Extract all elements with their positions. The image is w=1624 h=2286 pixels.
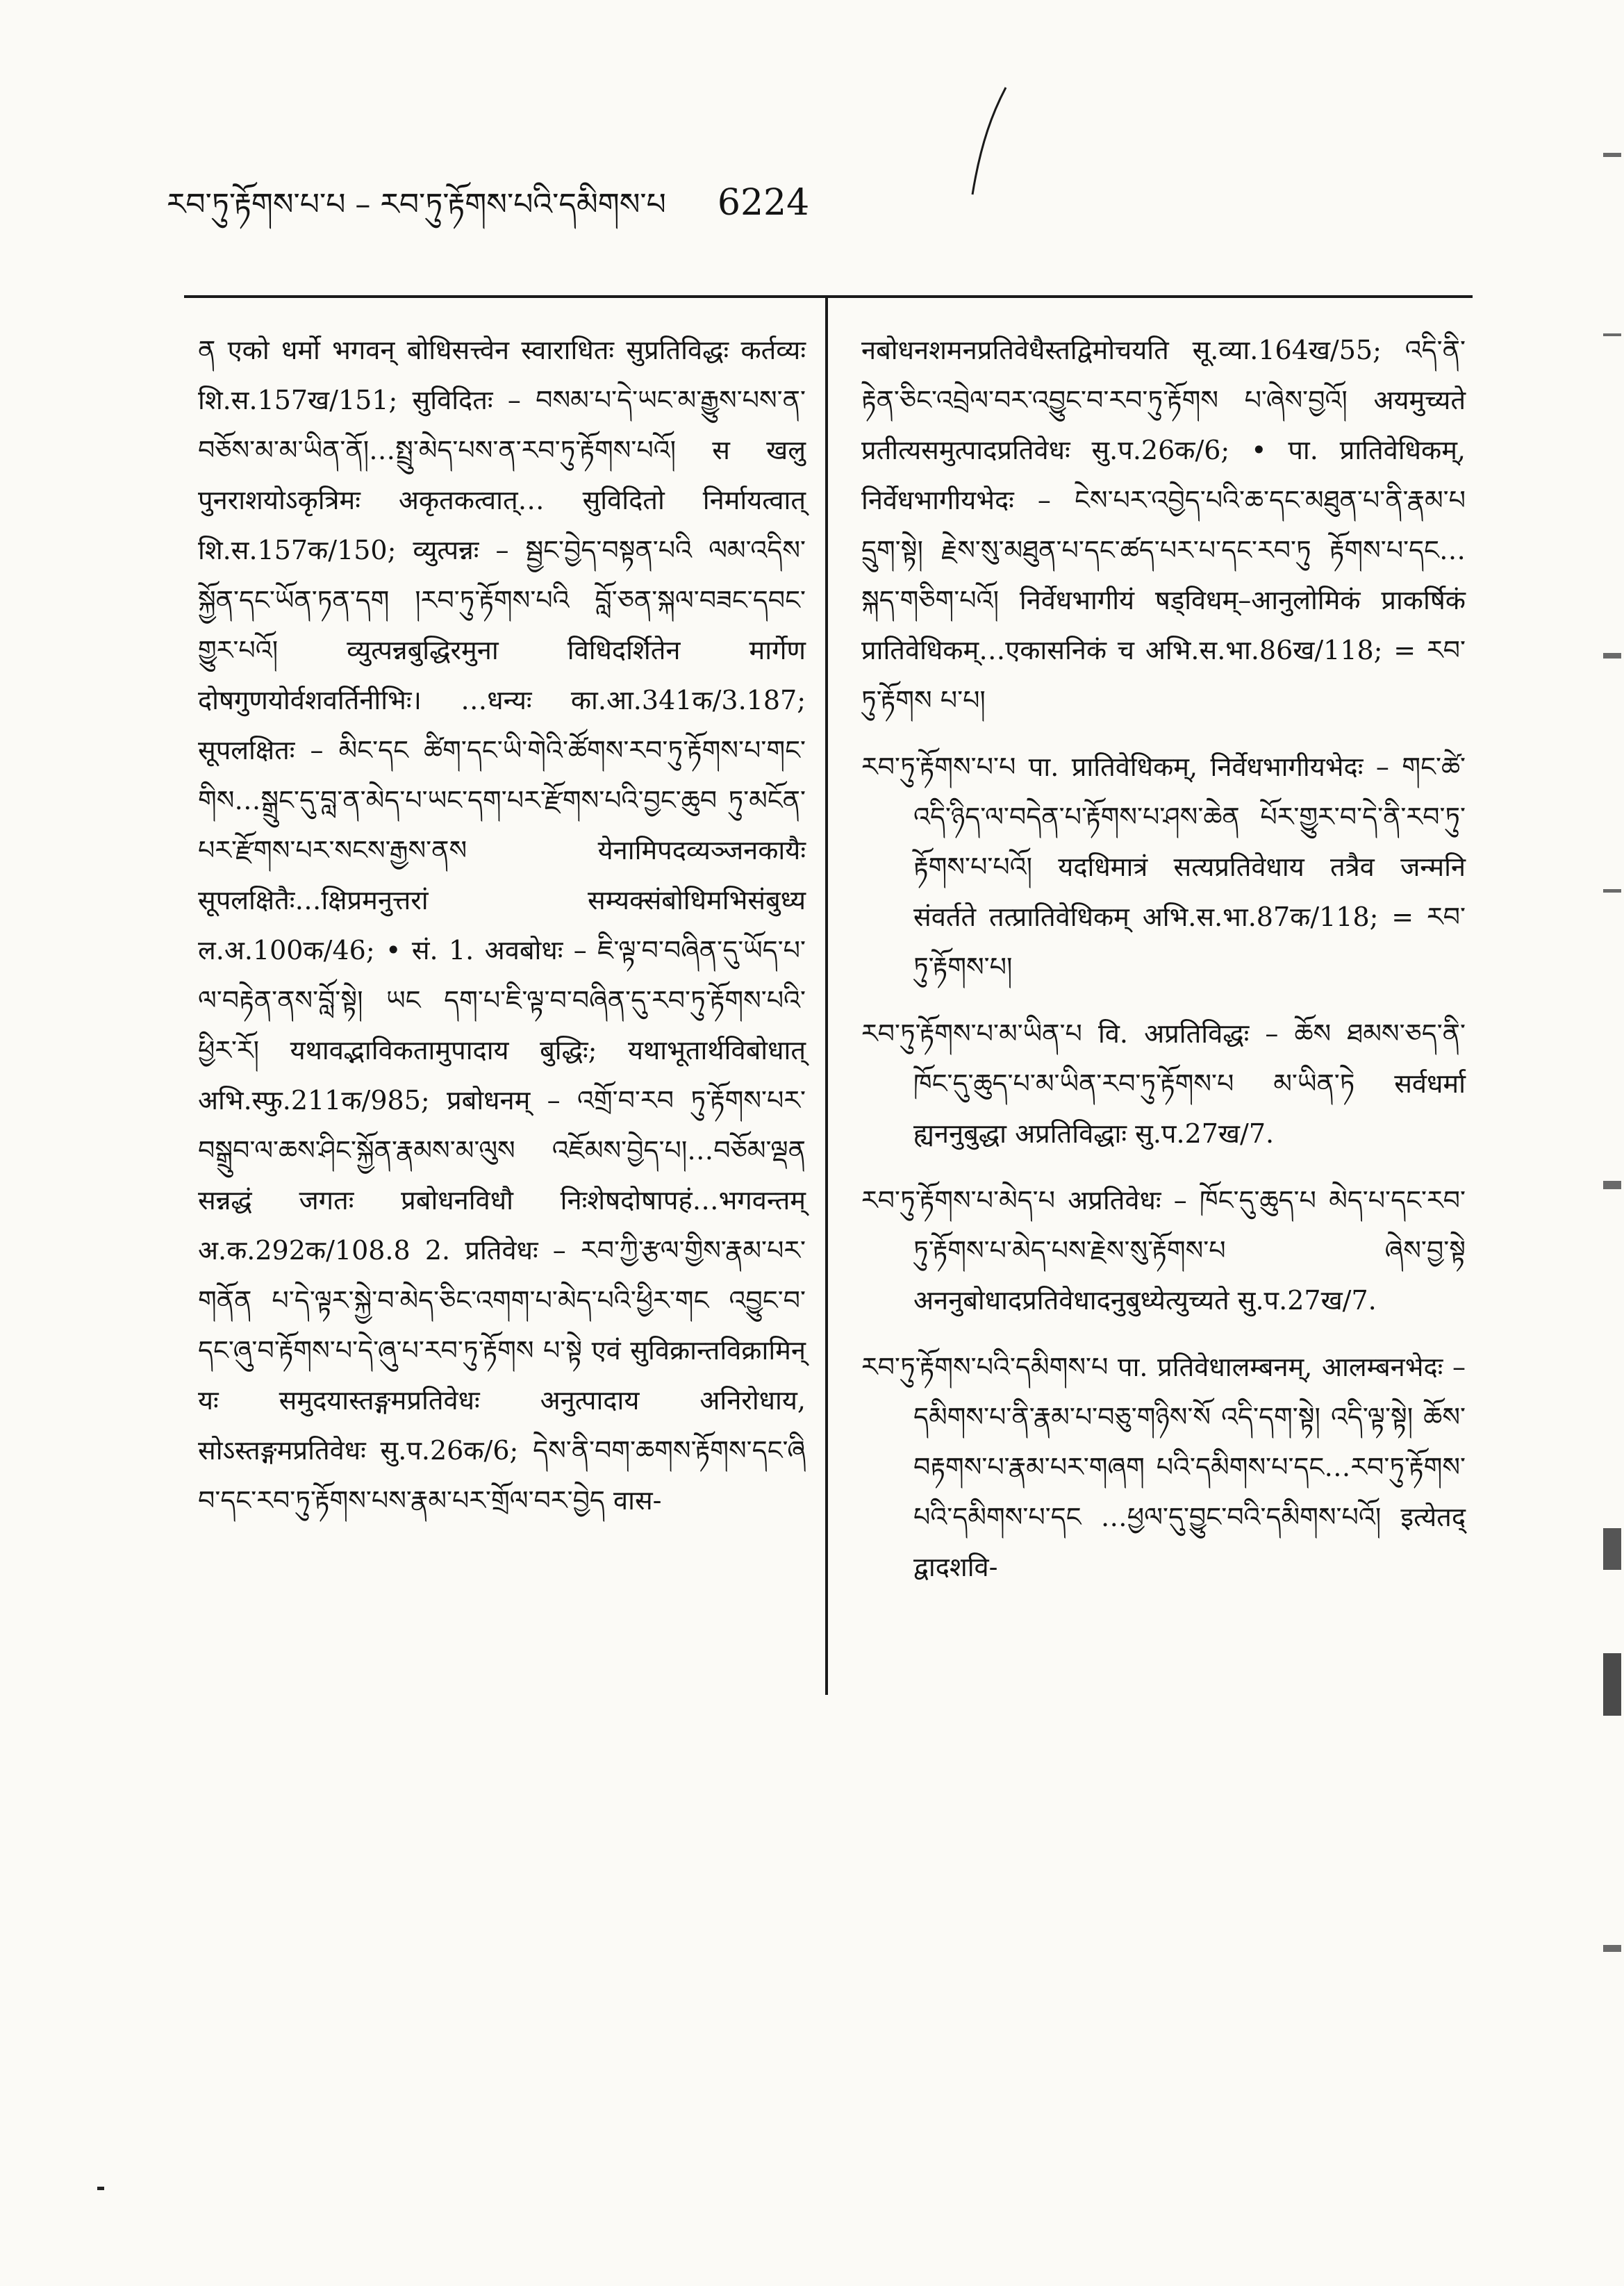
header-rule [184, 295, 1473, 298]
entry-text: ན एको धर्मो भगवन् बोधिसत्त्वेन स्वाराधितः सुप्रतिविद्धः कर्तव्यः शि.स.157ख/151; सुविदितः – བསམ་པ་དེ་ཡང་མ་རྒྱུས་པས་ན་བཅོས་མ་མ་ཡིན་ནོ།…སྤྲུ་མེད་པས་ན་རབ་ཏུ་རྟོགས་པའོ། स खलु पुनराशयोऽकृत्रिमः अकृतकत्वात्… सुविदितो निर्मायत्वात् शि.स.157क/150; व्युत्पन्नः – སྦྱང་བྱེད་བསྟན་པའི ལམ་འདིས་སྐྱོན་དང་ཡོན་ཏན་དག །རབ་ཏུ་རྟོགས་པའི བློ་ཅན་སྐལ་བཟང་དབང་གྱུར་པའོ། व्युत्पन्नबुद्धिरमुना विधिदर्शितेन मार्गेण दोषगुणयोर्वशवर्तिनीभिः। …धन्यः का.आ.341क/3.187; सूपलक्षितः – མིང་དང ཚིག་དང་ཡི་གེའི་ཚོགས་རབ་ཏུ་རྟོགས་པ་གང་གིས…སྒྲུང་དུ་བླ་ན་མེད་པ་ཡང་དག་པར་རྫོགས་པའི་བྱང་ཆུབ ཏུ་མངོན་པར་རྫོགས་པར་སངས་རྒྱས་ནས येनामिपदव्यञ्जनकायैः सूपलक्षितैः…क्षिप्रमनुत्तरां सम्यक्संबोधिमभिसंबुध्य ल.अ.100क/46; • सं. 1. अवबोधः – ཇི་ལྟ་བ་བཞིན་དུ་ཡོད་པ་ལ་བརྟེན་ནས་བློ་སྟེ། ཡང དག་པ་ཇི་ལྟ་བ་བཞིན་དུ་རབ་ཏུ་རྟོགས་པའི་ཕྱིར་རོ། यथावद्भाविकतामुपादाय बुद्धिः; यथाभूतार्थविबोधात् अभि.स्फु.211क/985; प्रबोधनम् – འགྲོ་བ་རབ ཏུ་རྟོགས་པར་བསྒྲུབ་ལ་ཆས་ཤིང་སྐྱོན་རྣམས་མ་ལུས འཇོམས་བྱེད་པ།…བཅོམ་ལྡན सन्नद्धं जगतः प्रबोधनविधौ निःशेषदोषापहं…भगवन्तम् अ.क.292क/108.8 2. प्रतिवेधः – རབ་ཀྱི་རྩལ་གྱིས་རྣམ་པར་གནོན པ་དེ་ལྟར་སྐྱེ་བ་མེད་ཅིང་འགག་པ་མེད་པའི་ཕྱིར་གང འབྱུང་བ་དང་ཞུ་བ་རྟོགས་པ་དེ་ཞུ་པ་རབ་ཏུ་རྟོགས པ་སྟེ एवं सुविक्रान्तविक्रामिन् यः समुदयास्तङ्गमप्रतिवेधः अनुत्पादाय अनिरोधाय, सोऽस्तङ्गमप्रतिवेधः सु.प.26क/6; དེས་ནི་བག་ཆགས་རྟོགས་དང་ཞི བ་དང་རབ་ཏུ་རྟོགས་པས་རྣམ་པར་གྲོལ་བར་བྱེད वास- [198, 335, 806, 1516]
pen-stroke-mark [966, 83, 1014, 201]
left-column [198, 325, 806, 1542]
column-divider [825, 295, 828, 1695]
right-column [861, 325, 1466, 1609]
running-head: རབ་ཏུ་རྟོགས་པ་པ – རབ་ཏུ་རྟོགས་པའི་དམིགས་པ [167, 187, 666, 222]
scan-edge-noise [1603, 125, 1621, 2139]
dictionary-entry: རབ་ཏུ་རྟོགས་པ་མེད་པ अप्रतिवेधः – ཁོང་དུ་ཆུད་པ མེད་པ་དང་རབ་ཏུ་རྟོགས་པ་མེད་པས་རྗེས་སུ་རྟོགས་པ ཞེས་བྱ་སྟེ अननुबोधादप्रतिवेधादनुबुध्येत्युच्यते सु.प.27ख/7. [861, 1185, 1466, 1316]
page-header [167, 182, 809, 226]
dictionary-entry: རབ་ཏུ་རྟོགས་པ་མ་ཡིན་པ वि. अप्रतिविद्धः – ཆོས ཐམས་ཅད་ནི་ཁོང་དུ་ཆུད་པ་མ་ཡིན་རབ་ཏུ་རྟོགས་པ མ་ཡིན་ཏེ सर्वधर्मा ह्यननुबुद्धा अप्रतिविद्धाः सु.प.27ख/7. [861, 1018, 1466, 1149]
dictionary-entry: རབ་ཏུ་རྟོགས་པ་པ पा. प्रातिवेधिकम्, निर्वेधभागीयभेदः – གང་ཚེ་འདི་ཉིད་ལ་བདེན་པ་རྟོགས་པ་ཤས་ཆེན པོར་གྱུར་བ་དེ་ནི་རབ་ཏུ་རྟོགས་པ་པའོ། यदधिमात्रं सत्यप्रतिवेधाय तत्रैव जन्मनि संवर्तते तत्प्रातिवेधिकम् अभि.स.भा.87क/118; = རབ་ཏུ་རྟོགས་པ། [861, 752, 1466, 982]
scan-speck [97, 2187, 104, 2190]
dictionary-entry: རབ་ཏུ་རྟོགས་པའི་དམིགས་པ पा. प्रतिवेधालम्बनम्, आलम्बनभेदः – དམིགས་པ་ནི་རྣམ་པ་བཅུ་གཉིས་སོ འདི་དག་སྟེ། འདི་ལྟ་སྟེ། ཆོས་བརྟགས་པ་རྣམ་པར་གཞག པའི་དམིགས་པ་དང…རབ་ཏུ་རྟོགས་པའི་དམིགས་པ་དང …ཕྱལ་དུ་བྱུང་བའི་དམིགས་པའོ། इत्येतद् द्वादशवि- [861, 1352, 1466, 1582]
entry-continuation: नबोधनशमनप्रतिवेधैस्तद्विमोचयति सू.व्या.164ख/55; འདི་ནི་རྟེན་ཅིང་འབྲེལ་བར་འབྱུང་བ་རབ་ཏུ་རྟོགས པ་ཞེས་བྱའོ། अयमुच्यते प्रतीत्यसमुत्पादप्रतिवेधः सु.प.26क/6; • पा. प्रातिवेधिकम्, निर्वेधभागीयभेदः – ངེས་པར་འབྱེད་པའི་ཆ་དང་མཐུན་པ་ནི་རྣམ་པ དྲུག་སྟེ། རྗེས་སུ་མཐུན་པ་དང་ཚད་པར་པ་དང་རབ་ཏུ རྟོགས་པ་དང…སྐད་གཅིག་པའོ། निर्वेधभागीयं षड्विधम्–आनुलोमिकं प्राकर्षिकं प्रातिवेधिकम्…एकासनिकं च अभि.स.भा.86ख/118; = རབ་ཏུ་རྟོགས པ་པ། [861, 335, 1466, 715]
page-number: 6224 [717, 182, 810, 224]
